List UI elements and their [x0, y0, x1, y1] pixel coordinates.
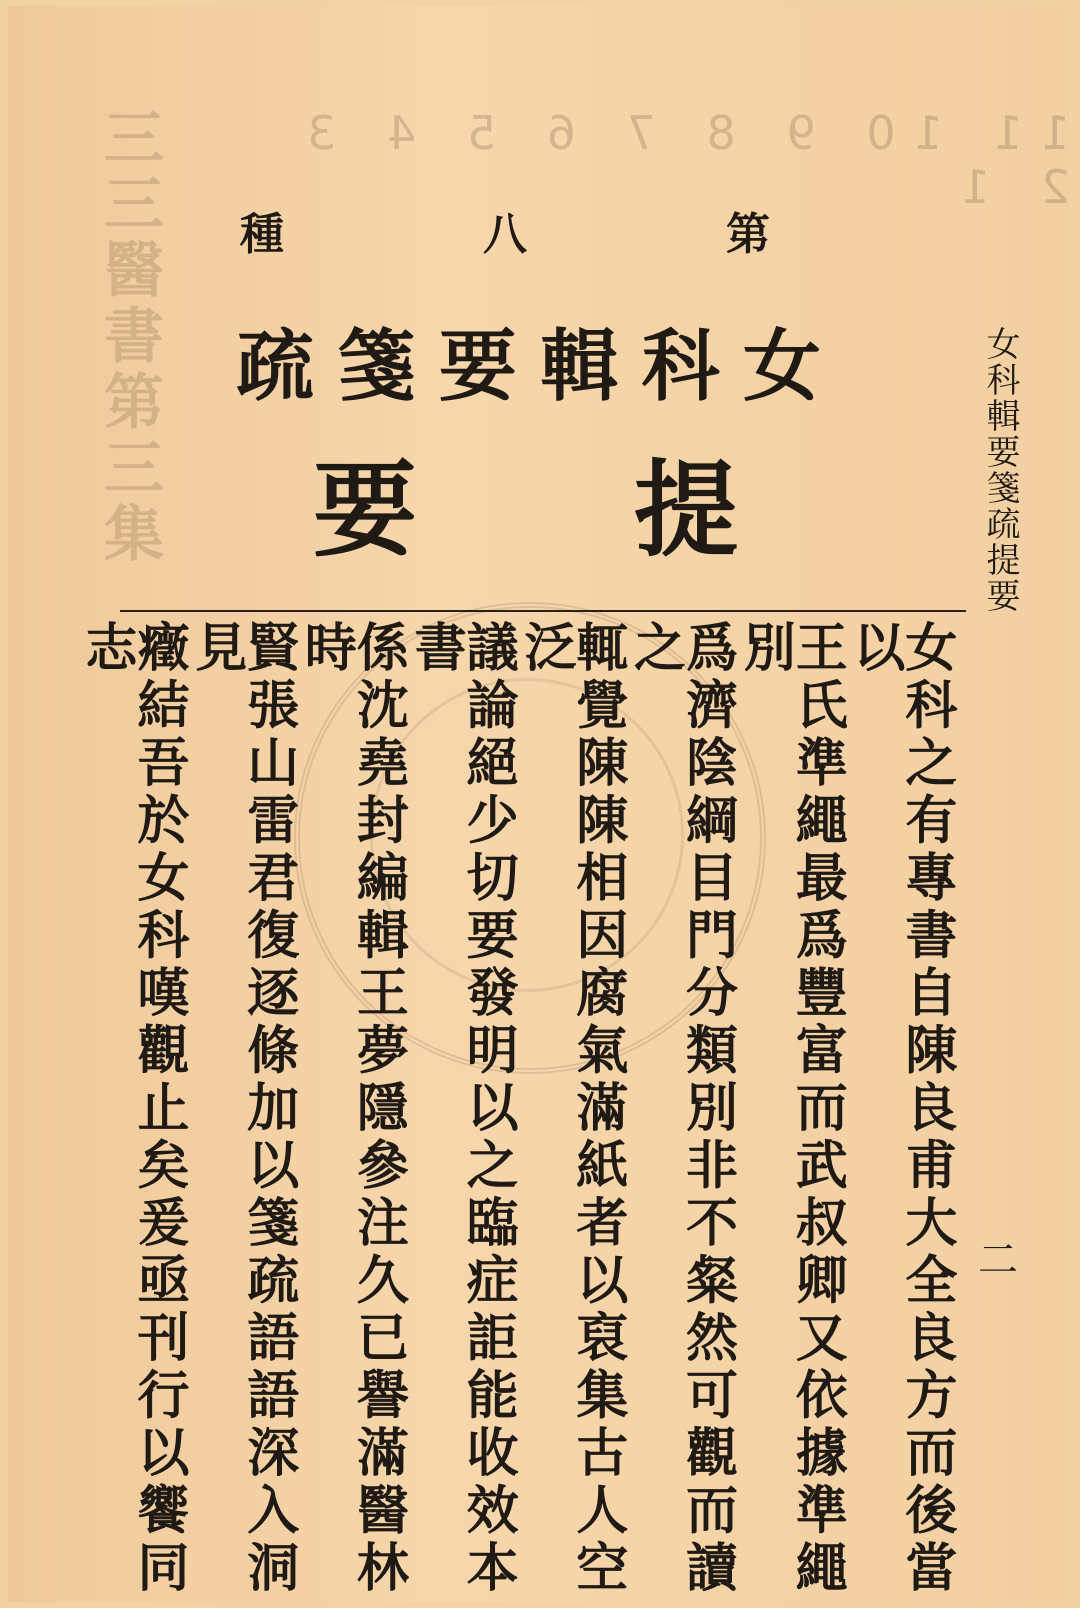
title-char: 女 [742, 321, 821, 412]
book-page [8, 6, 1070, 1602]
text-column: 賢張山雷君復逐條加以箋疏語語深入洞見 [185, 620, 298, 1598]
title-char: 要 [438, 321, 517, 412]
series-label [240, 198, 770, 262]
heading-char: 提 [633, 448, 738, 571]
series-char: 種 [240, 209, 284, 260]
bleed-through-text: 三三醫書第三集 [94, 106, 164, 568]
body-text [76, 620, 956, 1600]
divider-rule [120, 610, 966, 612]
text-column: 係沈堯封編輯王夢隱參注久已譽滿醫林時 [295, 620, 408, 1598]
text-column: 議論絕少切要發明以之臨症詎能收效本書 [405, 620, 518, 1598]
text-column: 癥結吾於女科嘆觀止矣爰亟刊行以饗同志 [76, 620, 188, 1598]
title-char: 箋 [337, 321, 416, 412]
title-char: 輯 [540, 321, 619, 412]
heading-char: 要 [313, 448, 418, 571]
series-char: 八 [483, 209, 527, 260]
text-column: 女科之有專書自陳良甫大全良方而後當以 [843, 620, 956, 1598]
bleed-through-numbers: 11 10 9 8 7 6 5 4 3 2 1 [289, 106, 1070, 214]
book-title [236, 304, 821, 416]
title-char: 疏 [236, 321, 315, 412]
page-number: 二 [978, 1237, 1018, 1283]
text-column: 輒覺陳陳相因腐氣滿紙者以裒集古人空泛 [514, 620, 627, 1598]
title-char: 科 [641, 321, 720, 412]
text-column: 爲濟陰綱目門分類別非不粲然可觀而讀之 [624, 620, 737, 1598]
text-column: 王氏準繩最爲豐富而武叔卿又依據準繩別 [734, 620, 847, 1598]
running-title: 女科輯要箋疏提要 [980, 326, 1020, 614]
series-char: 第 [726, 209, 770, 260]
section-heading [313, 426, 738, 576]
